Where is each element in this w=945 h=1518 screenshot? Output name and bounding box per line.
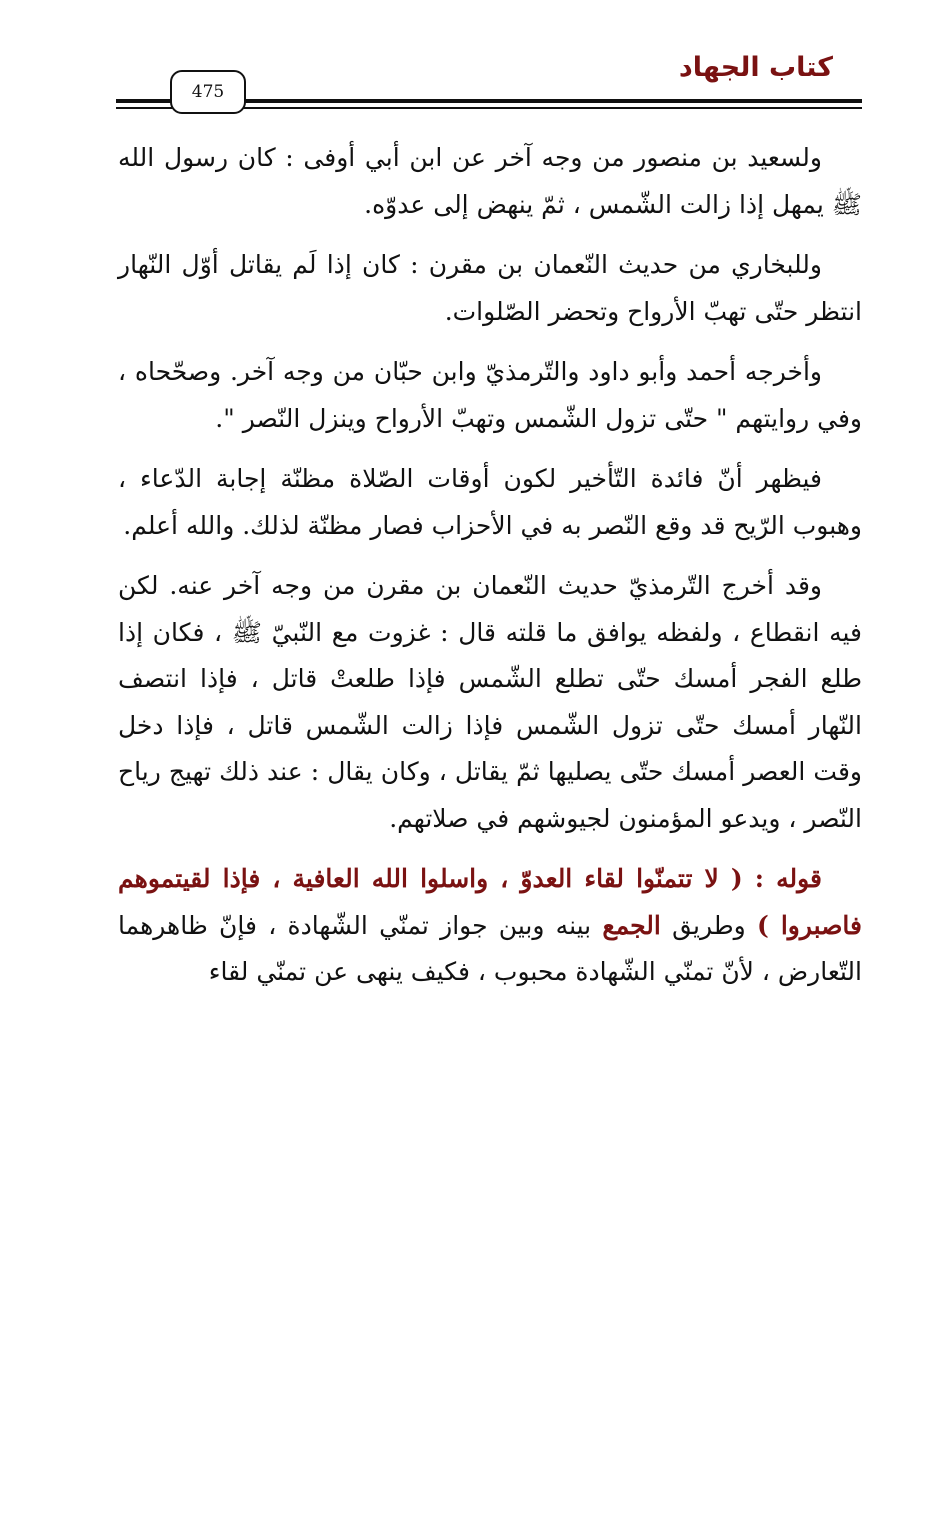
keyword-highlight: الجمع	[602, 910, 661, 940]
page-number-badge	[170, 70, 246, 114]
paragraph-1: ولسعيد بن منصور من وجه آخر عن ابن أبي أوفى : كان رسول الله ﷺ يمهل إذا زالت الشّمس ، ثمّ ينهض إلى عدوّه.	[118, 143, 862, 219]
page-number: 475	[191, 82, 225, 102]
hadith-quote: قوله : ( لا تتمنّوا لقاء العدوّ ، واسلوا الله العافية ، فإذا لقيتموهم فاصبروا )	[118, 864, 862, 940]
text-before-keyword: وطريق	[660, 910, 757, 940]
page-header	[0, 0, 945, 110]
paragraph-4: فيظهر أنّ فائدة التّأخير لكون أوقات الصّلاة مظنّة إجابة الدّعاء ، وهبوب الرّيح قد وقع النّصر به في الأحزاب فصار مظنّة لذلك. والله أعلم.	[118, 464, 862, 540]
paragraph-3: وأخرجه أحمد وأبو داود والتّرمذيّ وابن حبّان من وجه آخر. وصحّحاه ، وفي روايتهم " حتّى تزول الشّمس وتهبّ الأرواح وينزل النّصر ".	[118, 357, 862, 433]
paragraph-6	[118, 856, 862, 996]
book-title: كتاب الجهاد	[678, 52, 833, 83]
text-after-keyword: بينه وبين جواز تمنّي الشّهادة ، فإنّ ظاهرهما التّعارض ، لأنّ تمنّي الشّهادة محبوب ، فكيف ينهى عن تمنّي لقاء	[118, 910, 862, 986]
paragraph-5: وقد أخرج التّرمذيّ حديث النّعمان بن مقرن من وجه آخر عنه. لكن فيه انقطاع ، ولفظه يوافق ما قلته قال : غزوت مع النّبيّ ﷺ ، فكان إذا طلع الفجر أمسك حتّى تطلع الشّمس فإذا طلعتْ قاتل ، فإذا انتصف النّهار أمسك حتّى تزول الشّمس فإذا زالت الشّمس قاتل ، فإذا دخل وقت العصر أمسك حتّى يصليها ثمّ يقاتل ، وكان يقال : عند ذلك تهيج رياح النّصر ، ويدعو المؤمنون لجيوشهم في صلاتهم.	[118, 571, 862, 833]
page-body	[118, 135, 862, 1010]
paragraph-2: وللبخاري من حديث النّعمان بن مقرن : كان إذا لَم يقاتل أوّل النّهار انتظر حتّى تهبّ الأرواح وتحضر الصّلوات.	[118, 250, 862, 326]
